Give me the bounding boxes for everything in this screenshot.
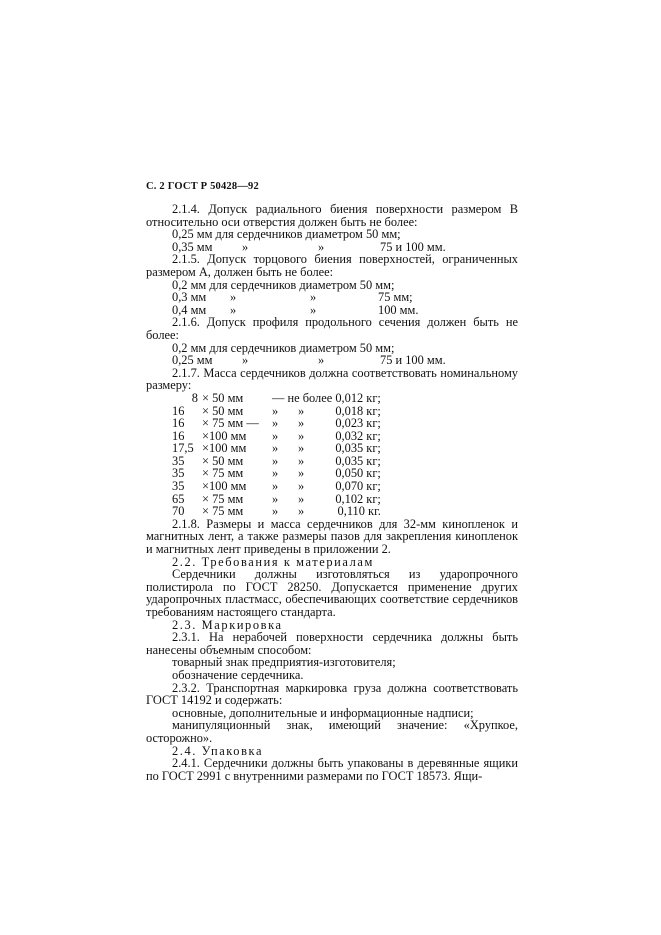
table-cell: 0,3 мм	[172, 290, 207, 305]
table-cell: »	[298, 441, 305, 456]
list-item: товарный знак предприятия-изготовителя;	[172, 655, 396, 670]
table-row	[172, 505, 381, 518]
table-cell: 0,35 мм	[172, 239, 213, 254]
table-row	[172, 392, 381, 405]
table-cell: — не более 0,012 кг;	[272, 390, 381, 405]
table-cell: 0,25 мм	[172, 353, 213, 368]
table-row	[172, 354, 446, 367]
section-title-marking: 2.3. Маркировка	[172, 617, 283, 632]
table-cell: 35	[172, 453, 185, 468]
list-item: манипуляционный знак, имеющий значение: «Хрупкое, осторожно».	[146, 718, 518, 745]
table-cell: 0,018 кг;	[335, 403, 381, 418]
table-cell: 75 и 100 мм.	[380, 353, 446, 368]
table-cell: 16	[172, 428, 185, 443]
table-cell: 0,2 мм для сердечников диаметром 50 мм;	[172, 277, 395, 292]
table-cell: 0,102 кг;	[335, 491, 381, 506]
table-cell: 0,035 кг;	[335, 453, 381, 468]
table-cell: 75 мм;	[378, 290, 413, 305]
table-cell: »	[298, 491, 305, 506]
table-cell: »	[298, 504, 305, 519]
table-cell: »	[298, 428, 305, 443]
table-row	[172, 291, 418, 304]
table-row	[172, 417, 381, 430]
table-cell: 0,110 кг.	[337, 504, 381, 519]
clause-2-2-text: Сердечники должны изготовляться из ударопрочного полистирола по ГОСТ 28250. Допускается применение других ударопрочных пластмасс, обеспечивающих соответствие сердечников требованиям настоящего стандарта.	[146, 567, 518, 619]
section-title-materials: 2.2. Требования к материалам	[172, 554, 374, 569]
table-cell: × 75 мм —	[202, 416, 259, 431]
table-cell: »	[272, 441, 279, 456]
table-cell: 0,050 кг;	[335, 466, 381, 481]
table-cell: ×100 мм	[202, 479, 247, 494]
table-cell: »	[272, 416, 279, 431]
table-cell: 35	[172, 479, 185, 494]
clause-2-1-8: 2.1.8. Размеры и масса сердечников для 32-мм кинопленок и магнитных лент, а также размеры пазов для закрепления кинопленок и магнитных лент приведены в приложении 2.	[146, 516, 518, 557]
clause-2-1-5: 2.1.5. Допуск торцового биения поверхностей, ограниченных размером A, должен быть не более:	[146, 252, 518, 279]
section-title-packaging: 2.4. Упаковка	[172, 743, 264, 758]
table-cell: 0,035 кг;	[335, 441, 381, 456]
table-cell: 16	[172, 416, 185, 431]
table-cell: »	[272, 466, 279, 481]
table-cell: »	[272, 504, 279, 519]
table-cell: 0,023 кг;	[335, 416, 381, 431]
radial-runout-table	[172, 228, 446, 253]
list-item: основные, дополнительные и информационные надписи;	[172, 705, 474, 720]
table-cell: 8	[191, 390, 198, 405]
table-cell: ×100 мм	[202, 441, 247, 456]
table-cell: 17,5	[172, 441, 194, 456]
table-cell: »	[310, 290, 317, 305]
table-row	[172, 480, 381, 493]
table-cell: »	[242, 239, 249, 254]
table-cell: 16	[172, 403, 185, 418]
table-cell: 35	[172, 466, 185, 481]
table-cell: 0,070 кг;	[335, 479, 381, 494]
table-cell: × 75 мм	[202, 504, 244, 519]
list-item: обозначение сердечника.	[172, 667, 304, 682]
table-cell: »	[298, 453, 305, 468]
table-cell: 0,4 мм	[172, 302, 207, 317]
table-cell: 100 мм.	[378, 302, 419, 317]
table-cell: »	[298, 479, 305, 494]
clause-2-1-6: 2.1.6. Допуск профиля продольного сечения должен быть не более:	[146, 315, 518, 342]
clause-2-1-4: 2.1.4. Допуск радиального биения поверхности размером B относительно оси отверстия должен быть не более:	[146, 202, 518, 229]
table-cell: × 75 мм	[202, 466, 244, 481]
table-cell: »	[272, 491, 279, 506]
table-row	[172, 228, 446, 241]
table-cell: 0,25 мм для сердечников диаметром 50 мм;	[172, 227, 401, 242]
table-cell: × 50 мм	[202, 390, 244, 405]
table-row	[172, 442, 381, 455]
table-cell: 75 и 100 мм.	[380, 239, 446, 254]
table-cell: »	[298, 403, 305, 418]
table-cell: × 50 мм	[202, 453, 244, 468]
table-cell: 0,2 мм для сердечников диаметром 50 мм;	[172, 340, 395, 355]
table-cell: 70	[172, 504, 185, 519]
clause-2-3-1: 2.3.1. На нерабочей поверхности сердечника должны быть нанесены объемным способом:	[146, 630, 518, 657]
table-cell: »	[272, 403, 279, 418]
table-cell: × 75 мм	[202, 491, 244, 506]
table-cell: »	[242, 353, 249, 368]
table-cell: »	[298, 466, 305, 481]
profile-tolerance-table	[172, 342, 446, 367]
table-cell: »	[318, 353, 325, 368]
clause-2-1-7: 2.1.7. Масса сердечников должна соответствовать номинальному размеру:	[146, 365, 518, 393]
table-cell: 0,032 кг;	[335, 428, 381, 443]
table-cell: »	[298, 416, 305, 431]
clause-2-3-2: 2.3.2. Транспортная маркировка груза должна соответствовать ГОСТ 14192 и содержать:	[146, 680, 518, 708]
document-body	[146, 203, 518, 782]
axial-runout-table	[172, 279, 418, 317]
table-cell: »	[272, 453, 279, 468]
page-header: С. 2 ГОСТ Р 50428—92	[146, 181, 259, 192]
table-cell: »	[310, 302, 317, 317]
clause-2-4-1: 2.4.1. Сердечники должны быть упакованы в деревянные ящики по ГОСТ 2991 с внутренними размерами по ГОСТ 18573. Ящи-	[146, 756, 518, 783]
table-cell: »	[230, 290, 237, 305]
mass-table	[172, 392, 381, 518]
table-cell: »	[230, 302, 237, 317]
table-cell: »	[272, 428, 279, 443]
table-cell: »	[318, 239, 325, 254]
table-cell: 65	[172, 491, 185, 506]
table-cell: × 50 мм	[202, 403, 244, 418]
table-cell: ×100 мм	[202, 428, 247, 443]
table-cell: »	[272, 479, 279, 494]
